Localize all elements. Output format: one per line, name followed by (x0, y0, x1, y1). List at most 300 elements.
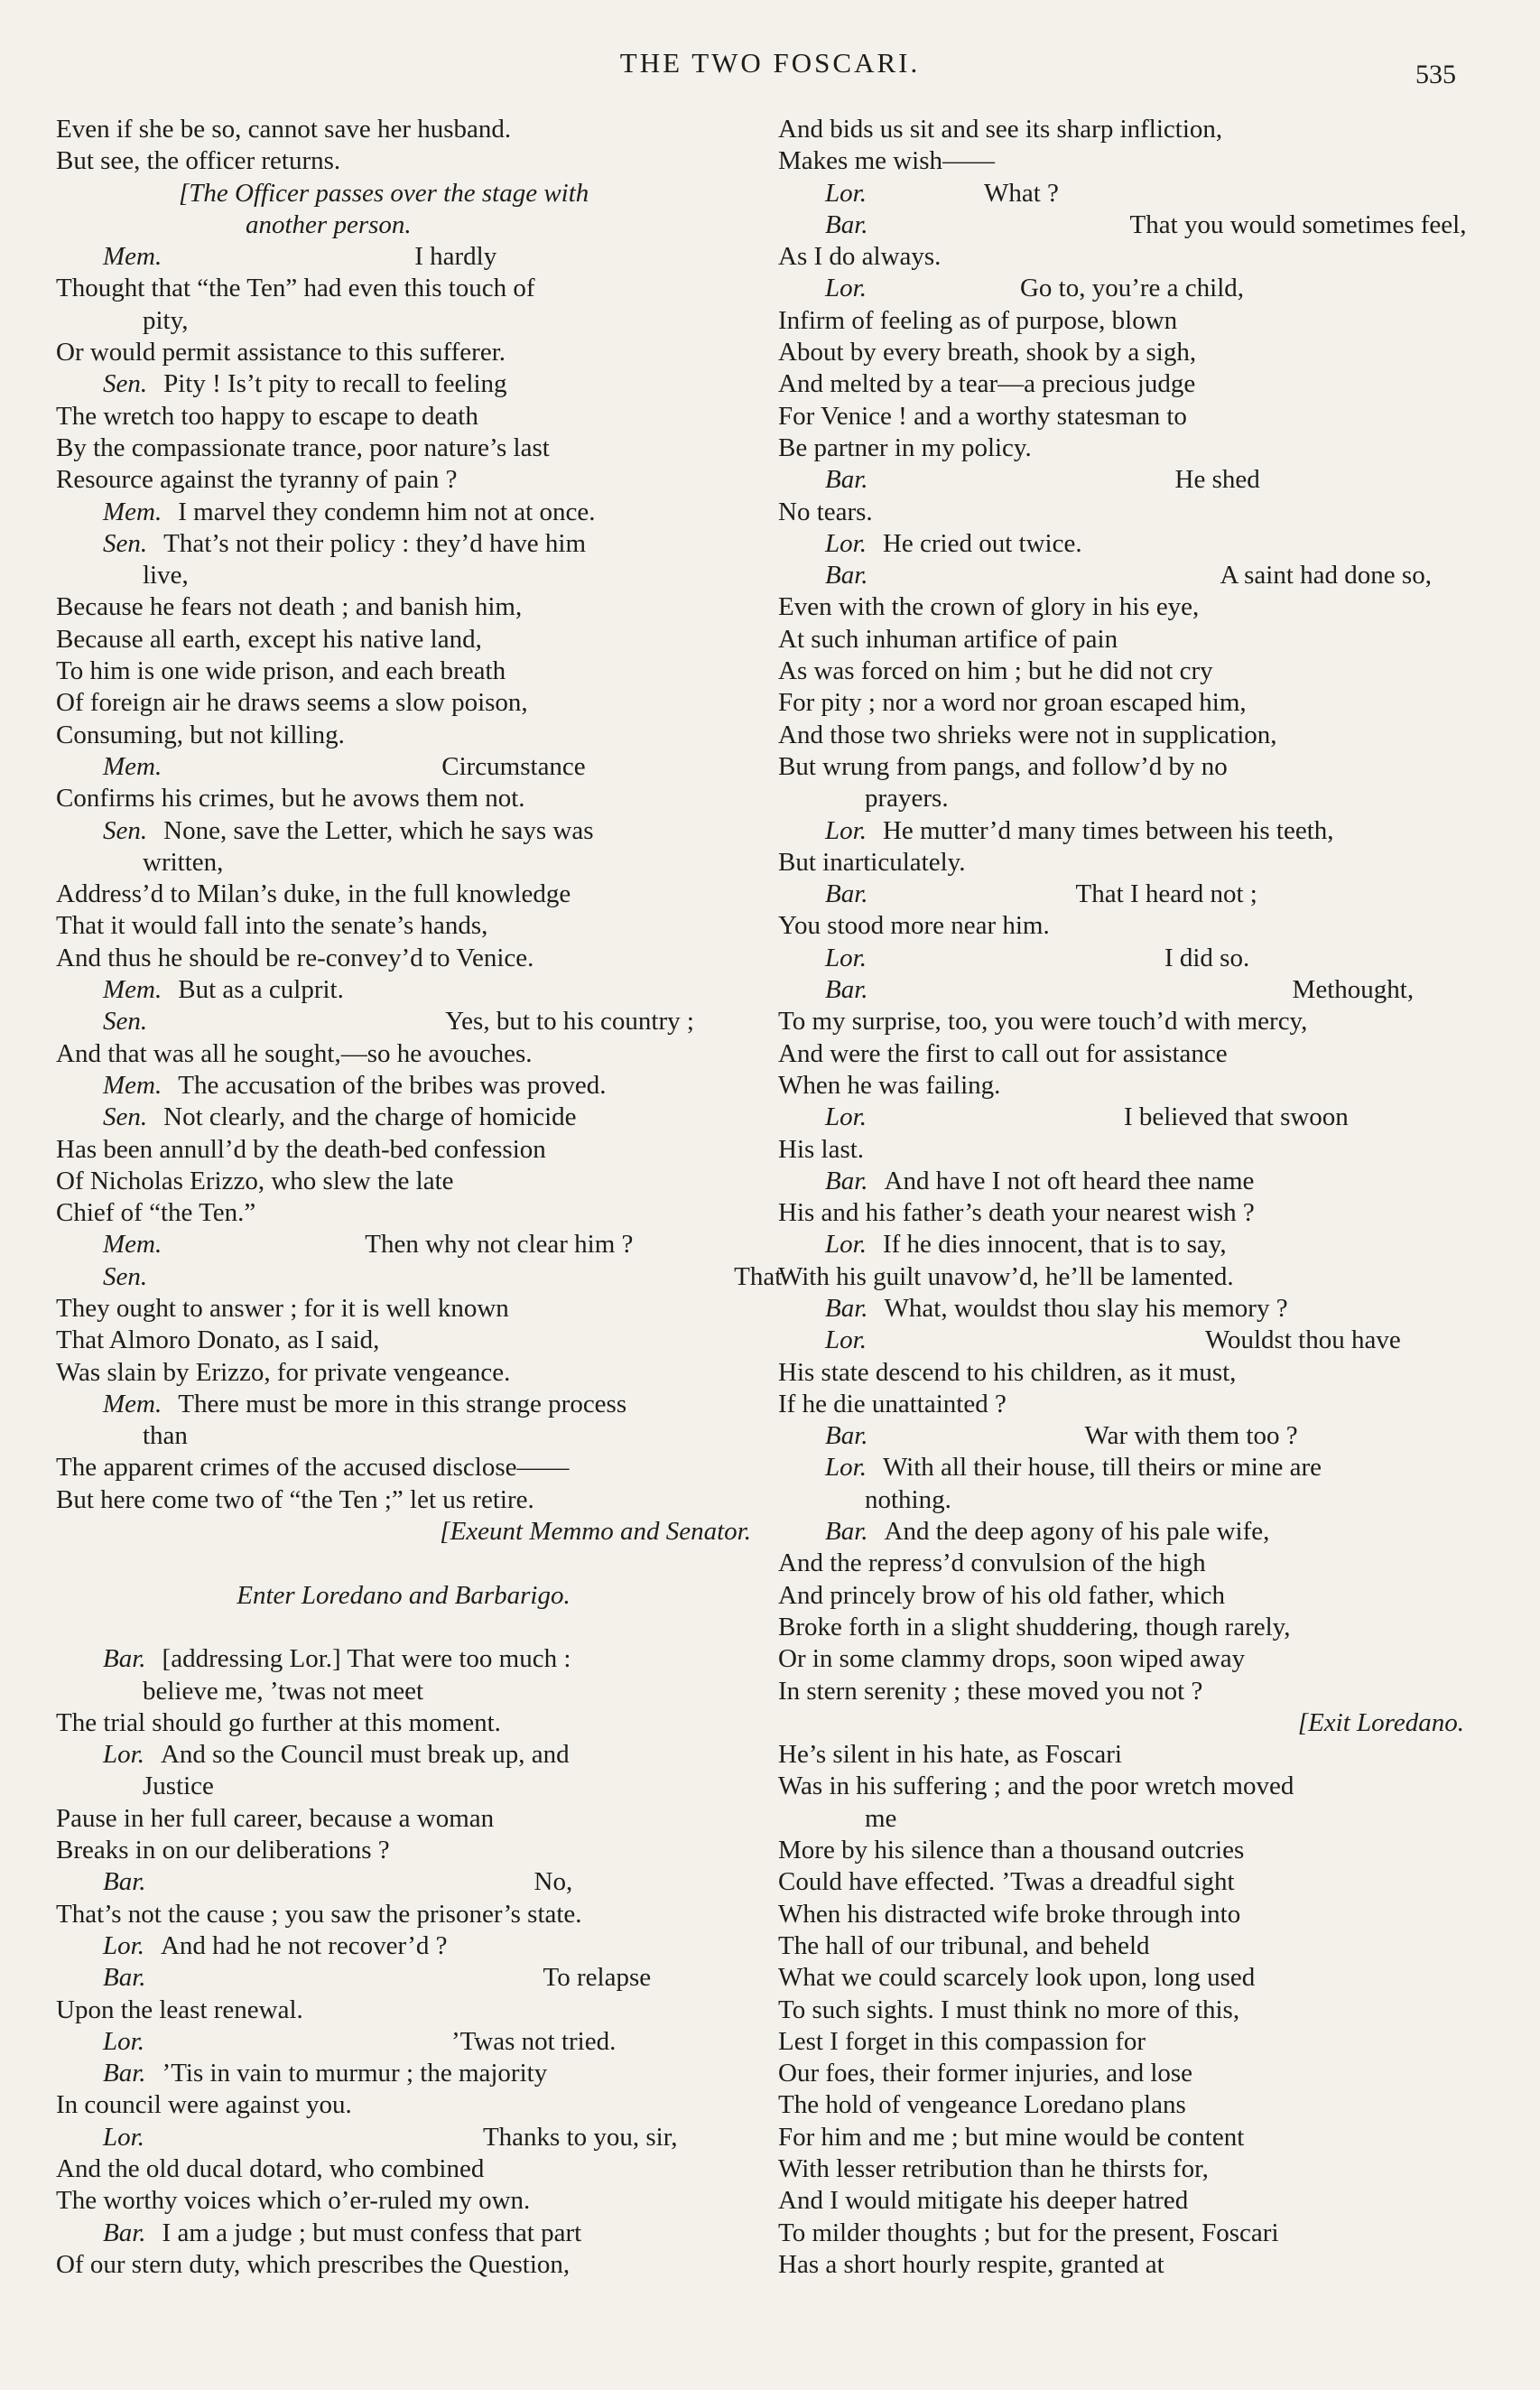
verse-text: That Almoro Donato, as I said, (56, 1325, 380, 1355)
verse-text: Enter Loredano and Barbarigo. (237, 1580, 571, 1610)
speaker-label: Lor. (825, 528, 867, 558)
verse-text: Then why not clear him ? (365, 1230, 634, 1260)
text-line (56, 1995, 751, 2026)
text-line (778, 2249, 1464, 2281)
text-line (56, 273, 751, 304)
verse-text: For pity ; nor a word nor groan escaped him, (778, 688, 1247, 718)
verse-text: Breaks in on our deliberations ? (56, 1836, 390, 1865)
speaker-label: Lor. (103, 1930, 144, 1960)
text-line (56, 943, 751, 974)
speaker-label: Mem. (103, 751, 162, 781)
text-line (778, 273, 1464, 304)
verse-text: None, save the Letter, which he says was (163, 815, 594, 845)
text-line (56, 1484, 751, 1516)
running-header: THE TWO FOSCARI. (619, 47, 921, 79)
verse-text: To him is one wide prison, and each breath (56, 656, 506, 686)
verse-text: About by every breath, shook by a sigh, (778, 338, 1197, 367)
text-line (778, 1995, 1464, 2026)
speaker-label: Mem. (103, 497, 162, 526)
speaker-label: Mem. (103, 1389, 162, 1418)
verse-text: prayers. (865, 784, 949, 814)
text-line (778, 815, 1464, 847)
verse-text: Upon the least renewal. (56, 1995, 303, 2024)
text-line (56, 528, 751, 560)
verse-text: Pity ! Is’t pity to recall to feeling (163, 369, 507, 399)
text-line (56, 1548, 751, 1579)
speaker-label: Mem. (103, 242, 162, 272)
speaker-label: Lor. (825, 274, 867, 303)
verse-text: believe me, ’twas not meet (143, 1676, 424, 1706)
text-line (56, 1229, 751, 1260)
text-line (778, 1134, 1464, 1166)
text-line (56, 241, 751, 273)
verse-text: than (143, 1421, 188, 1451)
speaker-label: Bar. (825, 209, 868, 239)
text-line (778, 1325, 1464, 1356)
verse-text: And so the Council must break up, and (160, 1740, 570, 1770)
text-line (778, 1420, 1464, 1452)
verse-text: The hall of our tribunal, and beheld (778, 1930, 1150, 1960)
text-line (56, 1835, 751, 1866)
verse-text: That (734, 1261, 783, 1291)
verse-text: As I do always. (778, 242, 942, 272)
text-line (778, 751, 1464, 783)
verse-text: The accusation of the bribes was proved. (178, 1070, 607, 1100)
verse-text: And princely brow of his old father, which (778, 1580, 1225, 1610)
text-line (56, 1452, 751, 1483)
text-line (778, 145, 1464, 177)
text-line (56, 1612, 751, 1643)
verse-text: That you would sometimes feel, (1129, 209, 1467, 239)
verse-text: And were the first to call out for assistance (778, 1038, 1228, 1068)
verse-text: To relapse (543, 1963, 652, 1993)
text-line (56, 2058, 751, 2089)
verse-text: And that was all he sought,—so he avouches. (56, 1038, 533, 1068)
speaker-label: Bar. (103, 1867, 146, 1897)
text-line (778, 528, 1464, 560)
verse-text: As was forced on him ; but he did not cry (778, 656, 1213, 686)
text-line (56, 1866, 751, 1898)
verse-text: ’Twas not tried. (450, 2026, 617, 2056)
text-line (56, 1580, 751, 1612)
text-line (778, 1516, 1464, 1548)
verse-text: What, wouldst thou slay his memory ? (884, 1293, 1288, 1323)
verse-text: Infirm of feeling as of purpose, blown (778, 305, 1178, 335)
text-line (56, 464, 751, 496)
verse-text: Not clearly, and the charge of homicide (163, 1102, 577, 1132)
text-line (778, 241, 1464, 273)
text-line (56, 1357, 751, 1389)
verse-text: You stood more near him. (778, 911, 1050, 941)
verse-text: When he was failing. (778, 1070, 1001, 1100)
text-line (56, 687, 751, 719)
text-line (778, 2153, 1464, 2185)
text-line (56, 656, 751, 687)
verse-text: ’Tis in vain to murmur ; the majority (162, 2059, 548, 2088)
text-line (778, 1452, 1464, 1483)
text-line (778, 1866, 1464, 1898)
text-line (778, 1643, 1464, 1675)
verse-text: His and his father’s death your nearest wish ? (778, 1198, 1255, 1228)
text-line (778, 974, 1464, 1006)
text-line (56, 1643, 751, 1675)
verse-text: [The Officer passes over the stage with (179, 178, 589, 208)
verse-text: That it would fall into the senate’s hands, (56, 911, 488, 941)
text-line (778, 1899, 1464, 1930)
text-line (56, 401, 751, 432)
text-line (56, 879, 751, 910)
text-line (778, 687, 1464, 719)
text-line (56, 1006, 751, 1037)
verse-text: The hold of vengeance Loredano plans (778, 2090, 1186, 2120)
text-line (778, 2089, 1464, 2121)
speaker-label: Lor. (103, 1740, 144, 1770)
verse-text: He shed (1174, 465, 1260, 495)
verse-text: And those two shrieks were not in supplication, (778, 720, 1277, 749)
text-line (56, 1166, 751, 1197)
text-line (778, 1771, 1464, 1802)
speaker-label: Lor. (825, 943, 867, 972)
text-line (56, 751, 751, 783)
text-line (778, 1962, 1464, 1994)
verse-text: Resource against the tyranny of pain ? (56, 465, 458, 495)
verse-text: They ought to answer ; for it is well known (56, 1293, 509, 1323)
text-line (778, 943, 1464, 974)
speaker-label: Bar. (825, 465, 868, 495)
speaker-label: Bar. (825, 1517, 868, 1547)
text-line (778, 1357, 1464, 1389)
text-line (56, 1899, 751, 1930)
text-line (778, 1580, 1464, 1612)
text-line (778, 1803, 1464, 1835)
speaker-label: Bar. (825, 561, 868, 591)
text-line (56, 497, 751, 528)
speaker-label: Bar. (825, 1166, 868, 1195)
verse-text: No tears. (778, 497, 873, 526)
verse-text: I am a judge ; but must confess that part (162, 2218, 582, 2247)
text-line (56, 2026, 751, 2058)
verse-text: [addressing Lor.] That were too much : (162, 1644, 571, 1674)
verse-text: me (865, 1803, 897, 1833)
verse-text: To my surprise, too, you were touch’d with mercy, (778, 1007, 1308, 1037)
verse-text: He cried out twice. (882, 528, 1082, 558)
left-column (56, 114, 783, 2281)
speaker-label: Sen. (103, 1007, 148, 1037)
text-line (778, 337, 1464, 368)
verse-text: Our foes, their former injuries, and lose (778, 2059, 1193, 2088)
text-line (56, 1930, 751, 1962)
verse-text: To milder thoughts ; but for the present, Foscari (778, 2218, 1279, 2247)
text-line (778, 1197, 1464, 1229)
verse-text: Wouldst thou have (1204, 1325, 1401, 1355)
speaker-label: Sen. (103, 369, 148, 399)
verse-text: In council were against you. (56, 2090, 352, 2120)
verse-text: Because he fears not death ; and banish him, (56, 592, 523, 622)
text-line (778, 2026, 1464, 2058)
text-line (778, 1261, 1464, 1293)
text-line (778, 305, 1464, 337)
text-line (778, 1389, 1464, 1420)
verse-text: And had he not recover’d ? (160, 1930, 448, 1960)
text-line (56, 178, 751, 209)
text-line (56, 337, 751, 368)
text-line (56, 1962, 751, 1994)
text-line (56, 2218, 751, 2249)
verse-text: And the old ducal dotard, who combined (56, 2154, 485, 2183)
text-line (56, 1070, 751, 1102)
verse-text: [Exeunt Memmo and Senator. (440, 1517, 751, 1547)
text-line (56, 1389, 751, 1420)
text-line (56, 209, 751, 241)
speaker-label: Bar. (825, 1421, 868, 1451)
text-line (778, 879, 1464, 910)
verse-text: Consuming, but not killing. (56, 720, 345, 749)
verse-text: Circumstance (441, 751, 586, 781)
verse-text: Methought, (1292, 975, 1415, 1005)
text-line (778, 1293, 1464, 1325)
text-line (778, 656, 1464, 687)
text-line (778, 624, 1464, 656)
text-line (56, 1038, 751, 1070)
verse-text: nothing. (865, 1484, 951, 1514)
speaker-label: Lor. (825, 1230, 867, 1260)
verse-text: The wretch too happy to escape to death (56, 401, 478, 431)
verse-text: Of foreign air he draws seems a slow poison, (56, 688, 528, 718)
speaker-label: Bar. (103, 1963, 146, 1993)
verse-text: [Exit Loredano. (1297, 1707, 1464, 1737)
text-line (778, 2122, 1464, 2153)
speaker-label: Sen. (103, 528, 148, 558)
verse-text: With his guilt unavow’d, he’ll be lamented. (778, 1261, 1234, 1291)
text-line (778, 2058, 1464, 2089)
speaker-label: Bar. (103, 2059, 146, 2088)
verse-text: That I heard not ; (1075, 879, 1257, 909)
text-line (56, 1102, 751, 1133)
verse-text: Even if she be so, cannot save her husband. (56, 115, 512, 144)
text-line (56, 720, 751, 751)
verse-text: Lest I forget in this compassion for (778, 2026, 1146, 2056)
text-line (56, 2122, 751, 2153)
text-line (56, 624, 751, 656)
text-line (56, 368, 751, 400)
text-line (778, 114, 1464, 145)
verse-text: Thought that “the Ten” had even this touch of (56, 274, 535, 303)
verse-text: The apparent crimes of the accused disclose—— (56, 1453, 570, 1483)
text-line (56, 1420, 751, 1452)
verse-text: Pause in her full career, because a woman (56, 1803, 495, 1833)
text-line (56, 1293, 751, 1325)
verse-text: And melted by a tear—a precious judge (778, 369, 1196, 399)
text-line (56, 1516, 751, 1548)
text-line (778, 1676, 1464, 1707)
right-column (778, 114, 1467, 2281)
verse-text: His state descend to his children, as it must, (778, 1357, 1237, 1387)
text-line (778, 368, 1464, 400)
text-line (56, 847, 751, 879)
text-line (56, 1707, 751, 1739)
verse-text: The trial should go further at this moment. (56, 1707, 501, 1737)
text-line (56, 145, 751, 177)
verse-text: What we could scarcely look upon, long used (778, 1963, 1256, 1993)
speaker-label: Lor. (825, 1325, 867, 1355)
text-line (56, 2185, 751, 2217)
text-line (56, 1803, 751, 1835)
text-line (778, 1707, 1464, 1739)
speaker-label: Lor. (103, 2026, 144, 2056)
verse-text: When his distracted wife broke through into (778, 1899, 1241, 1929)
verse-text: written, (143, 847, 224, 877)
text-line (778, 401, 1464, 432)
speaker-label: Sen. (103, 1261, 148, 1291)
verse-text: With all their house, till theirs or mine are (882, 1453, 1322, 1483)
verse-text: Has been annull’d by the death-bed confession (56, 1134, 546, 1164)
text-line (56, 591, 751, 623)
verse-text: Makes me wish—— (778, 146, 996, 176)
verse-text: No, (533, 1867, 573, 1897)
verse-text: At such inhuman artifice of pain (778, 624, 1118, 654)
speaker-label: Bar. (103, 1644, 146, 1674)
text-line (56, 1134, 751, 1166)
verse-text: But as a culprit. (178, 975, 344, 1005)
page-number: 535 (1415, 60, 1456, 89)
verse-text: By the compassionate trance, poor nature’s last (56, 432, 550, 462)
verse-text: Of Nicholas Erizzo, who slew the late (56, 1166, 454, 1195)
text-line (778, 1166, 1464, 1197)
verse-text: And thus he should be re-convey’d to Venice. (56, 943, 534, 972)
text-line (778, 560, 1464, 591)
speaker-label: Lor. (103, 2122, 144, 2152)
speaker-label: Sen. (103, 1102, 148, 1132)
speaker-label: Bar. (825, 1293, 868, 1323)
text-line (778, 1102, 1464, 1133)
text-line (56, 783, 751, 814)
verse-text: There must be more in this strange process (178, 1389, 627, 1418)
text-line (778, 720, 1464, 751)
verse-text: Could have effected. ’Twas a dreadful sight (778, 1867, 1235, 1897)
text-line (778, 464, 1464, 496)
verse-text: live, (143, 561, 189, 591)
verse-text: But here come two of “the Ten ;” let us retire. (56, 1484, 534, 1514)
verse-text: If he dies innocent, that is to say, (882, 1230, 1227, 1260)
verse-text: That’s not their policy : they’d have him (163, 528, 587, 558)
verse-text: But inarticulately. (778, 847, 966, 877)
text-line (778, 1006, 1464, 1037)
verse-text: What ? (983, 178, 1059, 208)
text-line (56, 910, 751, 942)
text-line (56, 1771, 751, 1802)
text-line (778, 1484, 1464, 1516)
verse-text: His last. (778, 1134, 865, 1164)
verse-text: Justice (143, 1772, 214, 1801)
verse-text: But wrung from pangs, and follow’d by no (778, 751, 1228, 781)
verse-text: And the deep agony of his pale wife, (884, 1517, 1270, 1547)
speaker-label: Bar. (825, 879, 868, 909)
verse-text: Of our stern duty, which prescribes the Question, (56, 2249, 571, 2279)
verse-text: Go to, you’re a child, (1019, 274, 1244, 303)
text-line (778, 497, 1464, 528)
text-line (778, 209, 1467, 241)
text-line (56, 1676, 751, 1707)
speaker-label: Mem. (103, 1070, 162, 1100)
text-line (778, 783, 1464, 814)
verse-text: And the repress’d convulsion of the high (778, 1548, 1206, 1578)
text-line (56, 432, 751, 464)
verse-text: A saint had done so, (1220, 561, 1432, 591)
speaker-label: Lor. (825, 178, 867, 208)
text-line (778, 1612, 1464, 1643)
text-line (778, 1835, 1464, 1866)
text-line (778, 910, 1464, 942)
verse-text: Was slain by Erizzo, for private vengeance. (56, 1357, 511, 1387)
speaker-label: Sen. (103, 815, 148, 845)
verse-text: To such sights. I must think no more of this, (778, 1995, 1240, 2024)
verse-text: More by his silence than a thousand outcries (778, 1836, 1245, 1865)
speaker-label: Mem. (103, 1230, 162, 1260)
verse-text: He’s silent in his hate, as Foscari (778, 1740, 1122, 1770)
verse-text: He mutter’d many times between his teeth, (882, 815, 1334, 845)
verse-text: Address’d to Milan’s duke, in the full knowledge (56, 879, 571, 909)
text-line (778, 1930, 1464, 1962)
verse-text: I believed that swoon (1123, 1102, 1349, 1132)
verse-text: For him and me ; but mine would be content (778, 2122, 1245, 2152)
verse-text: Thanks to you, sir, (482, 2122, 678, 2152)
verse-text: I hardly (414, 242, 497, 272)
text-line (56, 2089, 751, 2121)
verse-text: another person. (246, 209, 412, 239)
text-line (56, 1325, 751, 1356)
verse-text: I marvel they condemn him not at once. (178, 497, 596, 526)
speaker-label: Lor. (825, 1453, 867, 1483)
speaker-label: Lor. (825, 1102, 867, 1132)
text-line (778, 847, 1464, 879)
text-line (56, 974, 751, 1006)
verse-text: And I would mitigate his deeper hatred (778, 2186, 1189, 2216)
verse-text: Broke forth in a slight shuddering, though rarely, (778, 1612, 1291, 1641)
text-line (56, 560, 751, 591)
verse-text: With lesser retribution than he thirsts for, (778, 2154, 1209, 2183)
speaker-label: Lor. (825, 815, 867, 845)
verse-text: Even with the crown of glory in his eye, (778, 592, 1200, 622)
verse-text: Or in some clammy drops, soon wiped away (778, 1644, 1246, 1674)
text-line (778, 1739, 1464, 1771)
text-line (778, 2218, 1464, 2249)
text-line (56, 815, 751, 847)
text-line (56, 305, 751, 337)
text-line (56, 1739, 751, 1771)
text-line (56, 1261, 783, 1293)
verse-text: And bids us sit and see its sharp infliction, (778, 115, 1223, 144)
speaker-label: Bar. (825, 975, 868, 1005)
verse-text: Because all earth, except his native land, (56, 624, 482, 654)
verse-text: Was in his suffering ; and the poor wretch moved (778, 1772, 1294, 1801)
verse-text: In stern serenity ; these moved you not ? (778, 1676, 1203, 1706)
verse-text: For Venice ! and a worthy statesman to (778, 401, 1187, 431)
text-line (778, 178, 1464, 209)
verse-text: Confirms his crimes, but he avows them not. (56, 784, 525, 814)
speaker-label: Mem. (103, 975, 162, 1005)
text-line (778, 1038, 1464, 1070)
speaker-label: Bar. (103, 2218, 146, 2247)
text-line (56, 2153, 751, 2185)
verse-text: War with them too ? (1084, 1421, 1298, 1451)
text-line (778, 432, 1464, 464)
text-line (778, 1070, 1464, 1102)
text-line (56, 2249, 751, 2281)
verse-text: Has a short hourly respite, granted at (778, 2249, 1164, 2279)
verse-text: That’s not the cause ; you saw the prisoner’s state. (56, 1899, 582, 1929)
verse-text: But see, the officer returns. (56, 146, 341, 176)
text-line (778, 2185, 1464, 2217)
